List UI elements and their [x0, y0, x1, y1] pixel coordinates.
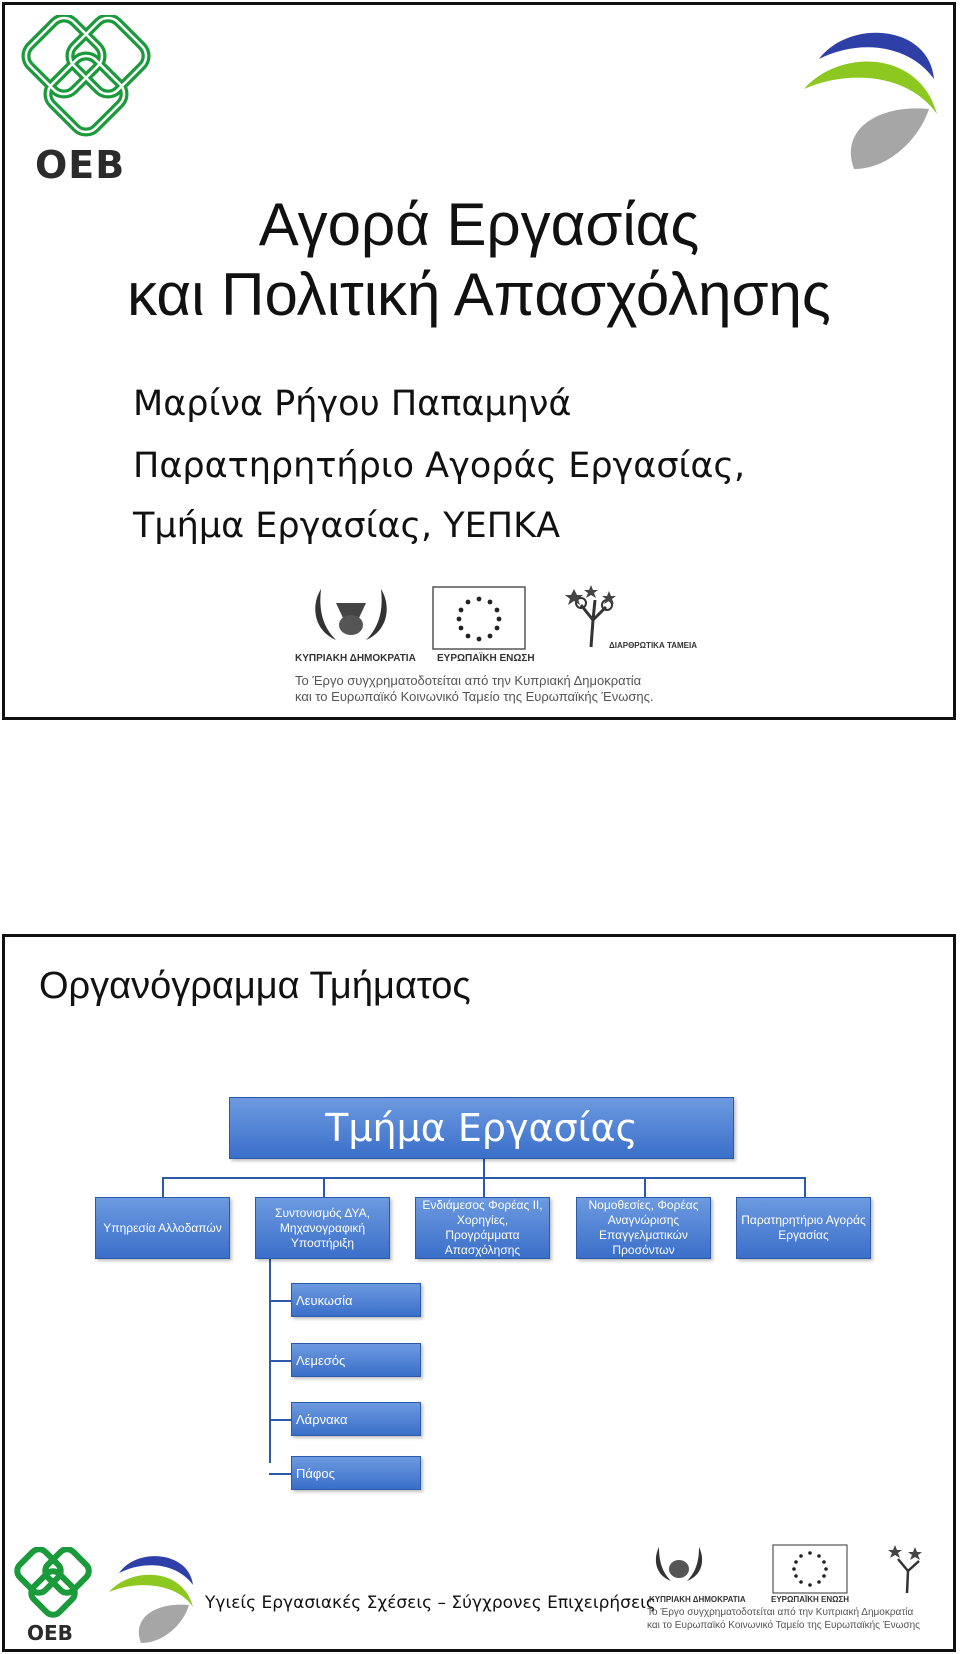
eu-flag-icon — [433, 587, 525, 649]
connector-unit-5 — [804, 1177, 806, 1197]
connector-sub-1 — [269, 1300, 291, 1302]
title-line-2: και Πολιτική Απασχόλησης — [127, 261, 831, 328]
footer-funding-note-2: και το Ευρωπαϊκό Κοινωνικό Ταμείο της Ευρωπαϊκής Ένωσης — [647, 1620, 920, 1631]
connector-unit-4 — [644, 1177, 646, 1197]
oeb-logo-text: OEB — [35, 143, 126, 187]
cyprus-label: ΚΥΠΡΙΑΚΗ ΔΗΜΟΚΡΑΤΙΑ — [295, 653, 416, 664]
connector-unit-3 — [483, 1177, 485, 1197]
footer-funding-note-1: Το Έργο συγχρηματοδοτείται από την Κυπριακή Δημοκρατία — [647, 1607, 914, 1618]
blue-green-swoosh-icon — [799, 19, 939, 179]
funding-note-line-2: και το Ευρωπαϊκό Κοινωνικό Ταμείο της Ευρωπαϊκής Ένωσης. — [295, 689, 654, 704]
author-affiliation: Παρατηρητήριο Αγοράς Εργασίας, — [133, 446, 746, 486]
connector-sub-2 — [269, 1360, 291, 1362]
org-top-box: Τμήμα Εργασίας — [229, 1097, 734, 1159]
connector-unit-1 — [162, 1177, 164, 1197]
slide-title: Οργανόγραμμα Τμήματος — [39, 965, 471, 1007]
funding-note-line-1: Το Έργο συγχρηματοδοτείται από την Κυπριακή Δημοκρατία — [295, 673, 642, 688]
structural-funds-label: ΔΙΑΡΘΡΩΤΙΚΑ ΤΑΜΕΙΑ — [609, 641, 698, 650]
footer-funding-logos — [645, 1543, 935, 1617]
connector-top — [483, 1159, 485, 1177]
eu-flag-icon — [773, 1545, 847, 1593]
cyprus-emblem-icon — [656, 1547, 702, 1581]
org-unit-intermediate-body: Ενδιάμεσος Φορέας ΙΙ, Χορηγίες, Προγράμματα Απασχόλησης — [415, 1197, 550, 1259]
connector-sub-3 — [269, 1419, 291, 1421]
footer-slogan: Υγιείς Εργασιακές Σχέσεις – Σύγχρονες Επιχειρήσεις — [205, 1593, 656, 1613]
oeb-small-logo-text: OEB — [27, 1621, 73, 1645]
title-slide — [2, 2, 956, 720]
title-line-1: Αγορά Εργασίας — [258, 191, 700, 258]
structural-funds-tree-icon — [888, 1545, 922, 1593]
author-name: Μαρίνα Ρήγου Παπαμηνά — [133, 384, 572, 424]
eu-label: ΕΥΡΩΠΑΪΚΗ ΕΝΩΣΗ — [437, 653, 535, 664]
footer-eu-label: ΕΥΡΩΠΑΪΚΗ ΕΝΩΣΗ — [771, 1595, 850, 1604]
cyprus-emblem-icon — [315, 589, 386, 640]
author-department: Τμήμα Εργασίας, ΥΕΠΚΑ — [133, 506, 561, 546]
org-subunit-limassol: Λεμεσός — [291, 1343, 421, 1377]
org-unit-legislation: Νομοθεσίες, Φορέας Αναγνώρισης Επαγγελματικών Προσόντων — [576, 1197, 711, 1259]
org-subunit-paphos: Πάφος — [291, 1456, 421, 1490]
org-chart-slide — [2, 934, 956, 1652]
footer-cyprus-label: ΚΥΠΡΙΑΚΗ ΔΗΜΟΚΡΑΤΙΑ — [649, 1595, 746, 1604]
swoosh-small-logo-icon — [105, 1547, 195, 1647]
org-subunit-larnaca: Λάρνακα — [291, 1402, 421, 1436]
connector-unit-2 — [323, 1177, 325, 1197]
org-unit-foreigners: Υπηρεσία Αλλοδαπών — [95, 1197, 230, 1259]
org-subunit-nicosia: Λευκωσία — [291, 1283, 421, 1317]
structural-funds-tree-icon — [565, 585, 616, 647]
org-unit-coordination: Συντονισμός ΔΥΑ, Μηχανογραφική Υποστήριξη — [255, 1197, 390, 1259]
connector-sub-4 — [269, 1473, 291, 1475]
org-unit-observatory: Παρατηρητήριο Αγοράς Εργασίας — [736, 1197, 871, 1259]
